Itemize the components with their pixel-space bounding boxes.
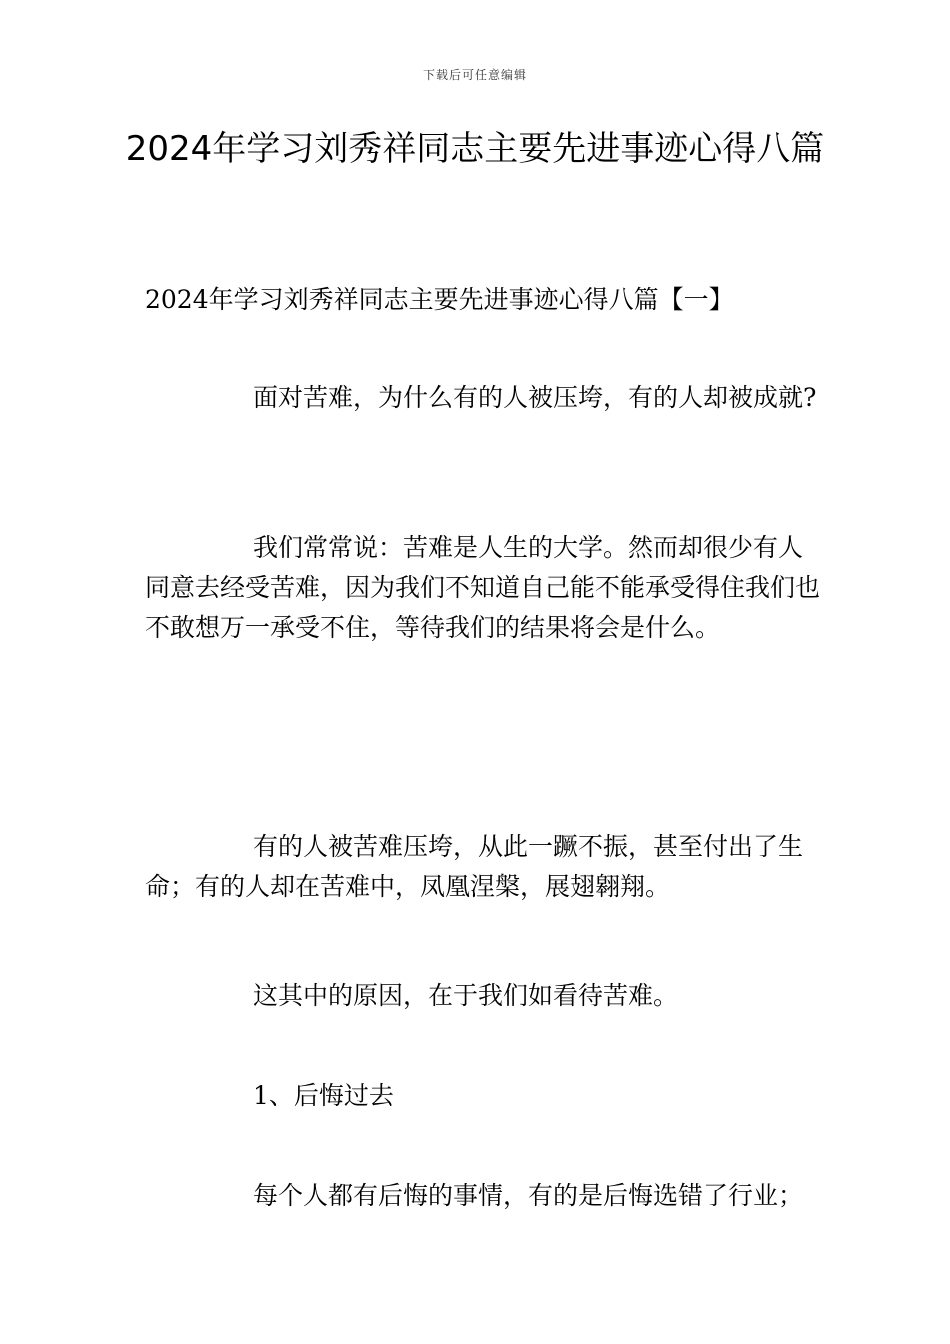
section-heading: 2024年学习刘秀祥同志主要先进事迹心得八篇【一】 [145, 285, 734, 314]
paragraph-5: 每个人都有后悔的事情，有的是后悔选错了行业； [253, 1181, 804, 1210]
paragraph-4: 这其中的原因，在于我们如看待苦难。 [253, 981, 679, 1010]
paragraph-3: 有的人被苦难压垮，从此一蹶不振，甚至付出了生命；有的人却在苦难中，凤凰涅槃，展翅翱翔。 [145, 832, 804, 901]
paragraph-1: 面对苦难，为什么有的人被压垮，有的人却被成就? [253, 383, 817, 412]
header-note: 下载后可任意编辑 [422, 68, 527, 82]
paragraph-2: 我们常常说：苦难是人生的大学。然而却很少有人同意去经受苦难，因为我们不知道自己能不能承受得住我们也不敢想万一承受不住，等待我们的结果将会是什么。 [145, 533, 821, 642]
document-title: 2024年学习刘秀祥同志主要先进事迹心得八篇 [125, 129, 825, 169]
numbered-heading: 1、后悔过去 [253, 1081, 394, 1110]
